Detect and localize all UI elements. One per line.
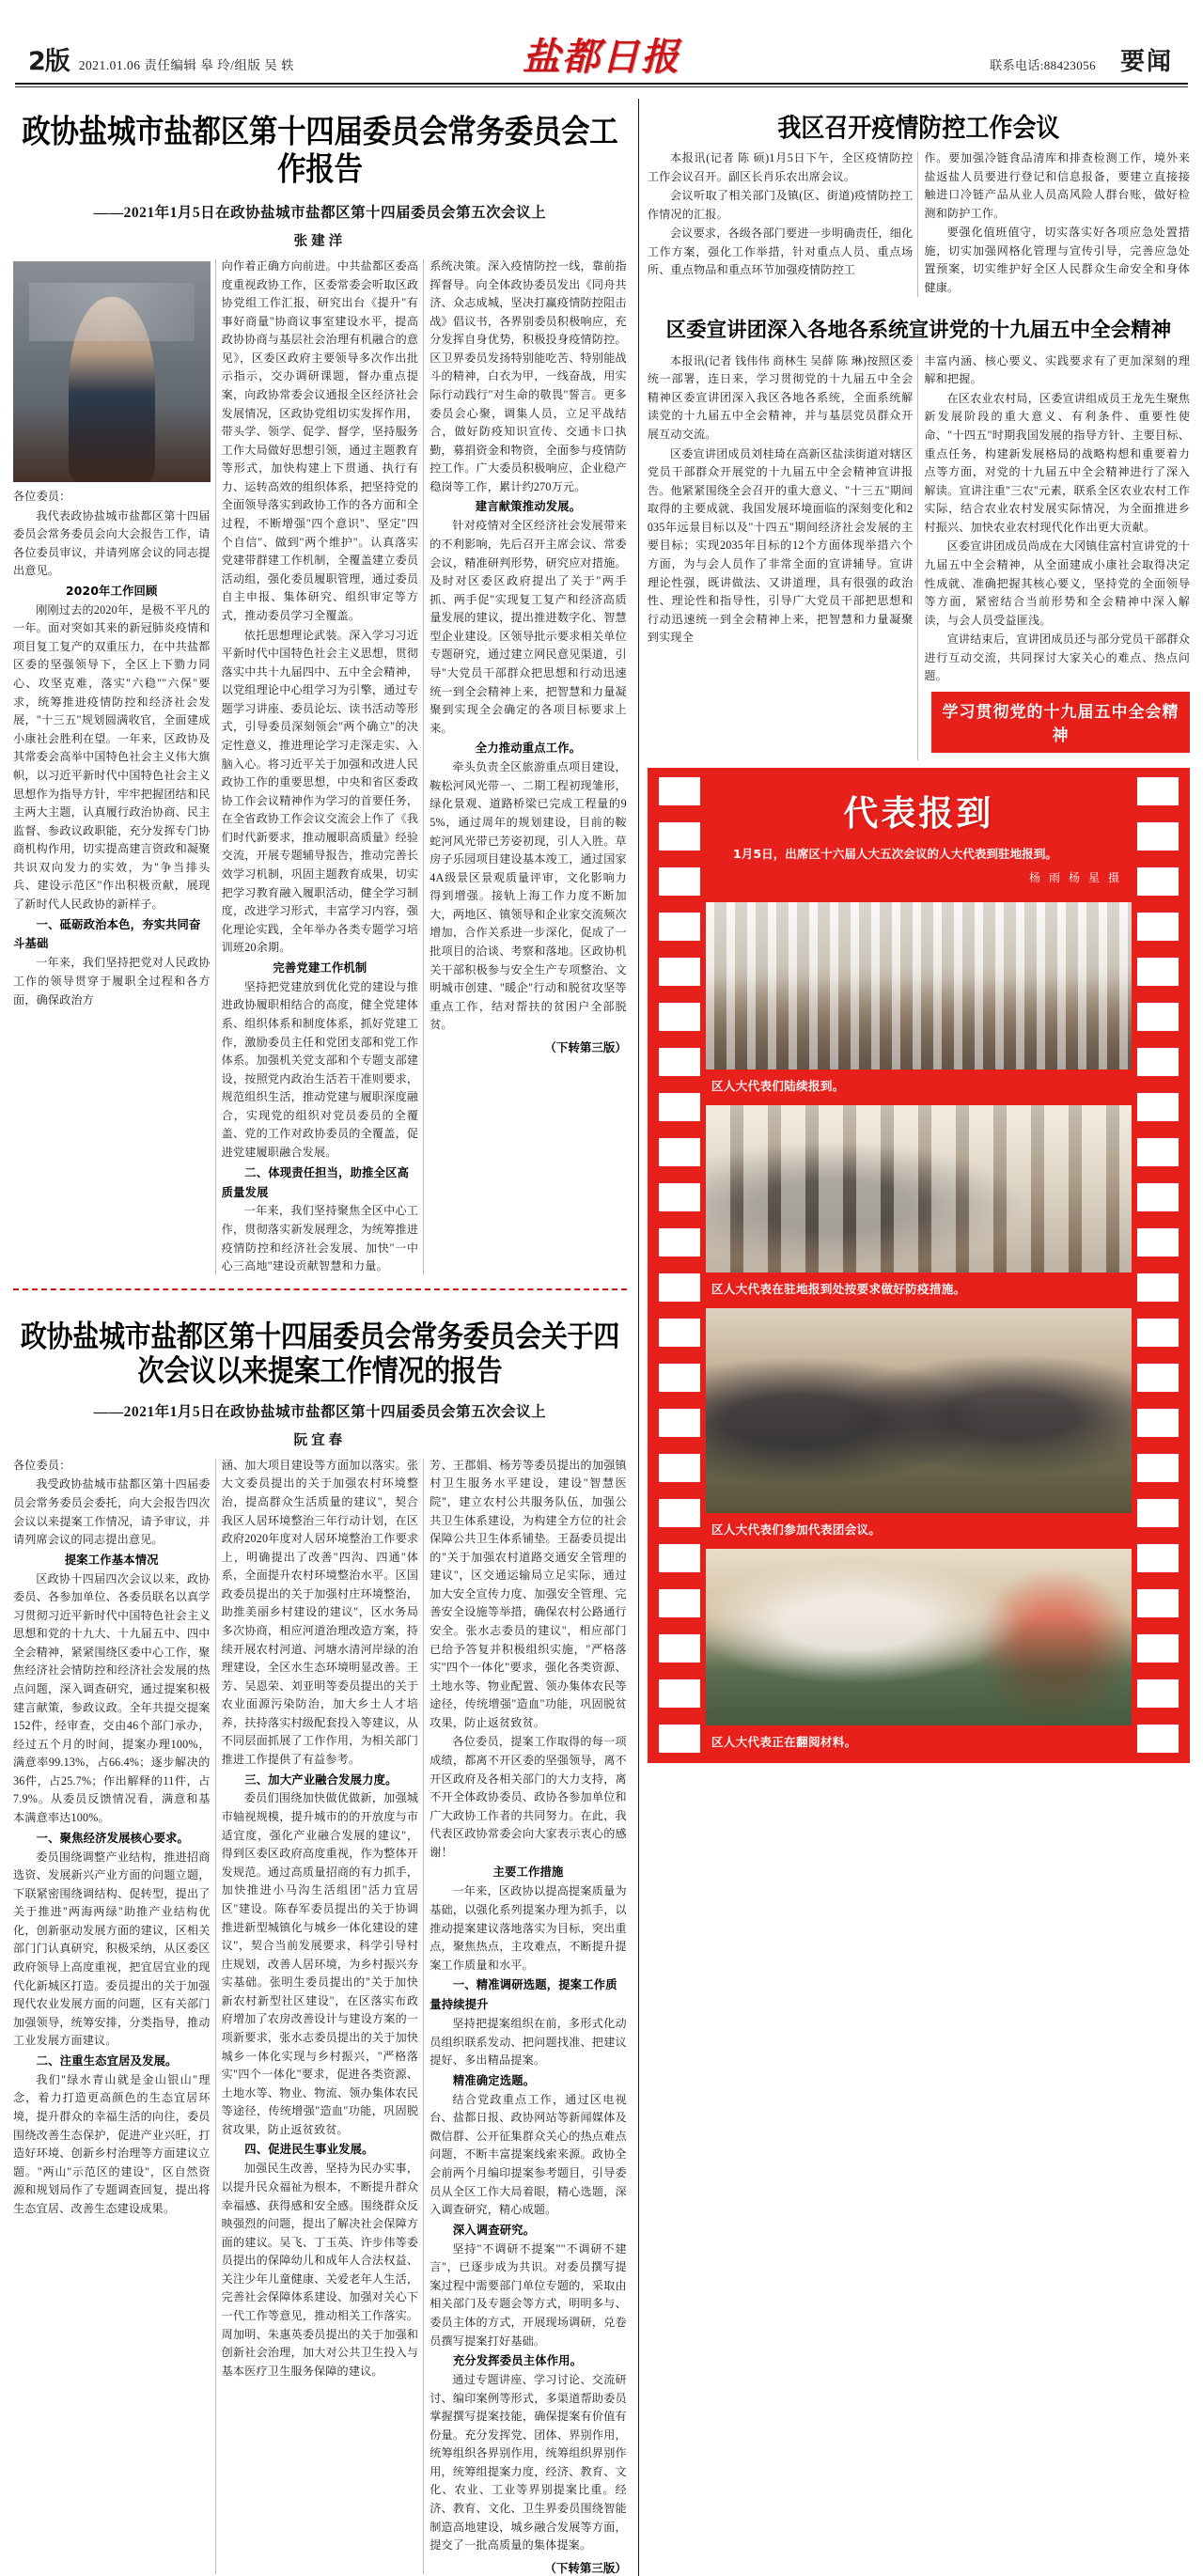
perf-hole xyxy=(1137,958,1179,986)
perf-hole xyxy=(1137,1589,1179,1617)
article2-c2-h1: 三、加大产业融合发展力度。 xyxy=(244,1772,398,1787)
article2-c3-p5: 结合党政重点工作，通过区电视台、盐都日报、政协网站等新闻媒体及微信群、公开征集群众关心的热点难点问题，不断丰富提案线索来源。政协全会前两个月编印提案参考题目，引导委员从全区工作大局着眼，精心选题，深入调查研究，精心成题。 xyxy=(430,2092,627,2217)
article1-headline: 政协盐城市盐都区第十四届委员会常务委员会工作报告 xyxy=(22,114,618,189)
perf-hole xyxy=(659,867,700,896)
article2-c3-p3: 一年来，区政协以提高提案质量为基础，以强化系列提案办理为抓手，以推动提案建议落地落实为目标，突出重点，聚焦热点，主攻难点，不断提升提案工作质量和水平。 xyxy=(430,1884,627,1972)
perf-hole xyxy=(1137,1138,1179,1166)
perf-hole xyxy=(659,1138,700,1166)
perf-hole xyxy=(659,1183,700,1211)
article1-col3 xyxy=(430,258,627,1277)
news1-c2-p2: 要强化值班值守，切实落实好各项应急处置措施，切实加强网格化管理与宣传引导，完善应急处置预案，切实维护好全区人民群众生命安全和身体健康。 xyxy=(924,226,1190,295)
article2-col3 xyxy=(430,1457,627,2576)
perf-hole xyxy=(1137,1319,1179,1347)
article2-c2-p1: 涵、加大项目建设等方面加以落实。张大文委员提出的关于加强农村环境整治，提高群众生活质量的建议"，契合我区人居环境整治三年行动计划，在区政府2020年度对人居环境整治工作要求上，明确提出了改善"四沟、四通"体系，全面提升农村环境整治水平。区国政委员提出的关于加强村庄环境整治，助推美丽乡村建设的建议"，区水务局多次协商，相应河道治理改造方案，持续开展农村河道、河塘水清河岸绿的治理建设，全区水生态环境明显改善。王芳、吴恩荣、刘亚明等委员提出的关于农业面源污染防治，加大乡土人才培养，扶持落实村级配套投入等建议，从不同层面抓展了工作作用，为相关部门推进工作提供了有益参考。 xyxy=(221,1458,419,1767)
article2-c2-p2: 委员们围绕加快做优做新，加强城市轴视规模，提升城市的的开放度与市适宜度，强化产业融合发展的建议"，得到区委区政府高度重视，作为整体开发规范。通过高质量招商的有力抓手，加快推进小马沟生活组团"活力宜居区"建设。陈春军委员提出的关于协调推进新型城镇化与城乡一体化建设的建议"，契合当前发展要求，科学引导村庄规划，改善人居环境，为乡村振兴夯实基础。张明生委员提出的"关于加快新农村新型社区建设"，在区落实布政府增加了农房改善设计与建设方案的一项新要求，张水志委员提出的关于加快城乡一体化实现与乡村振兴，"严格落实"四个一体化"要求，促进各类资源、土地水等、物业、物流、领办集体农民等途径，传统增强"造血"功能，巩固脱贫攻果，防止返贫致贫。 xyxy=(221,1791,419,2136)
perf-hole xyxy=(1137,913,1179,941)
news1-c2-p1: 作。要加强冷链食品清库和排查检测工作，境外来盐返盐人员要进行登记和信息报备，要建立直接接触进口冷链产品从业人员高风险人群台账，做好检测和防护工作。 xyxy=(924,151,1190,220)
article2-c3-p2: 各位委员，提案工作取得的每一项成绩，都离不开区委的坚强领导，离不开区政府及各相关部门的大力支持，离不开全体政协委员、政协各参加单位和广大政协工作者的共同努力。在此，我代表区政协常委会向大家表示衷心的感谢！ xyxy=(430,1735,627,1859)
article1-col2 xyxy=(222,258,419,1277)
news2-p1: 本报讯(记者 钱伟伟 商林生 吴薛 陈 琳)按照区委统一部署，连日来，学习贯彻党的十九届五中全会精神区委宣讲团深入我区各地各系统，全面系统解读党的十九届五中全会精神，并与基层党员群众开展互动交流。 xyxy=(647,353,914,441)
news-epidemic-meeting xyxy=(648,95,1190,299)
masthead xyxy=(13,0,1190,83)
article1-col1 xyxy=(13,258,211,1277)
article1-c2-p4: 一年来，我们坚持聚焦全区中心工作，贯彻落实新发展理念，为统筹推进疫情防控和经济社会发展、加快"一中心三高地"建设贡献智慧和力量。 xyxy=(221,1204,419,1273)
article1-columns xyxy=(13,258,627,1277)
article-proposal-work xyxy=(13,1300,627,2576)
perf-hole xyxy=(1137,1679,1179,1708)
news2-col2 xyxy=(924,352,1190,762)
perf-hole xyxy=(1137,1634,1179,1663)
perf-hole xyxy=(659,958,700,986)
photo-3-caption: 区人大代表们参加代表团会议。 xyxy=(711,1522,882,1537)
column-divider xyxy=(638,99,639,2576)
article-divider xyxy=(13,1288,627,1290)
right-column xyxy=(648,95,1190,2576)
photo-1 xyxy=(706,902,1132,1069)
article1-c2-h1: 完善党建工作机制 xyxy=(273,960,367,975)
perf-hole xyxy=(1137,1048,1179,1076)
perf-hole xyxy=(659,1725,700,1753)
perf-hole xyxy=(1137,1273,1179,1302)
news2-c2-p1: 丰富内涵、核心要义、实践要求有了更加深刻的理解和把握。 xyxy=(924,353,1190,386)
perf-hole xyxy=(1137,777,1179,805)
photo-package-lead: 1月5日，出席区十六届人大五次会议的人大代表到驻地报到。 xyxy=(733,847,1057,862)
photo-2 xyxy=(706,1105,1132,1272)
photo-credit: 杨 雨 杨 星 摄 xyxy=(1028,870,1122,884)
perf-hole xyxy=(659,1589,700,1617)
perf-hole xyxy=(659,1634,700,1663)
perf-hole xyxy=(1137,1003,1179,1031)
masthead-rule xyxy=(15,83,1188,85)
article1-heading-2020: 2020年工作回顾 xyxy=(66,584,158,598)
article2-columns xyxy=(13,1457,627,2576)
perf-hole xyxy=(1137,1725,1179,1753)
perf-hole xyxy=(659,822,700,851)
perf-hole xyxy=(659,1679,700,1708)
article1-c3-p2: 针对疫情对全区经济社会发展带来的不利影响，先后召开主席会议、常委会议，精准研判形势，研究应对措施。及时对区委区政府提出了关于"两手抓、两手促"实现复工复产和经济高质量发展的建议，提出推进数字化、智慧型企业建设。区领导批示要求相关单位专题研究，通过建立网民意见渠道，引导"大党员干部群众把思想和行动迅速统一到全会精神上来，把智慧和力量凝聚到实现全会确定的各项目标要求上来。 xyxy=(430,519,627,735)
perf-hole xyxy=(659,1499,700,1527)
article2-c3-h2: 一、精准调研选题，提案工作质量持续提升 xyxy=(430,1978,617,2012)
article2-c3-p4: 坚持把提案组织在前，多形式化动员组织联系发动、把问题找准、把建议提好、多出精品提案。 xyxy=(430,2017,627,2068)
news1-columns xyxy=(648,149,1190,299)
newspaper-logo: 盐都日报 xyxy=(523,35,680,79)
perf-hole xyxy=(1137,1499,1179,1527)
news2-c2-p4: 宣讲结束后，宣讲团成员还与部分党员干部群众进行互动交流，共同探讨大家关心的难点、热点问题。 xyxy=(924,632,1190,683)
article2-c2-h2: 四、促进民生事业发展。 xyxy=(244,2143,374,2157)
article2-salutation: 各位委员： xyxy=(13,1458,71,1472)
perf-hole xyxy=(659,1319,700,1347)
perf-hole xyxy=(1137,1409,1179,1437)
article1-c2-h2: 二、体现责任担当，助推全区高质量发展 xyxy=(221,1165,410,1199)
article1-c2-p3: 坚持把党建放到优化党的建设与推进政协履职相结合的高度，健全党建体系、组织体系和制度体系，抓好党建工作，激励委员主任和党团支部和党工作体系。加强机关党支部和个专题支部建设，按照党内政治生活若干准则要求，规范组织生活，推动党建与履职深度融合，实现党的组织对党员委员的全覆盖、党的工作对政协委员的全覆盖，促进党建履职融合发展。 xyxy=(221,979,419,1160)
article2-h2: 一、聚焦经济发展核心要求。 xyxy=(36,1831,190,1845)
perf-hole xyxy=(659,1273,700,1302)
perf-hole xyxy=(1137,1228,1179,1257)
photo-3 xyxy=(706,1308,1132,1513)
article2-headline: 政协盐城市盐都区第十四届委员会常务委员会关于四次会议以来提案工作情况的报告 xyxy=(20,1318,619,1388)
article2-continuation: （下转第三版） xyxy=(544,2560,627,2575)
article1-c2-p2: 依托思想理论武装。深入学习习近平新时代中国特色社会主义思想，贯彻落实中共十九届四中、五中全会精神，以党组理论中心组学习为引擎，通过专题学习讲座、委员论坛、读书活动等形式，引导委员深刻领会"两个确立"的决定性意义，推进理论学习走深走实、入脑入心。将习近平关于加强和改进人民政协工作的重要思想，中央和省区委政协工作会议精神作为学习的首要任务，在全省政协工作会议交流会上作了《我们时代新要求，推动履职高质量》经验交流，开展专题辅导报告，推动完善长效学习机制，巩固主题教育成果，切实把学习教育融入履职活动，健全学习制度，改进学习形式，丰富学习内容，强化理论实践，全年举办各类专题学习培训班20余期。 xyxy=(221,628,419,955)
news1-p3: 会议要求，各级各部门要进一步明确责任，细化工作方案，强化工作举措，针对重点人员、重点场所、重点物品和重点环节加强疫情防控工 xyxy=(647,226,914,277)
article1-p1: 我代表政协盐城市盐都区第十四届委员会常务委员会向大会报告工作，请各位委员审议，并请列席会议的同志提出意见。 xyxy=(13,508,211,578)
perf-hole xyxy=(659,1228,700,1257)
article1-p3: 一年来，我们坚持把党对人民政协工作的领导贯穿于履职全过程和各方面，确保政治方 xyxy=(13,956,211,1007)
article1-byline: 张建洋 xyxy=(293,233,347,249)
film-perforations-left xyxy=(659,777,700,1754)
perf-hole xyxy=(1137,1364,1179,1392)
news1-col2 xyxy=(924,149,1190,299)
perf-hole xyxy=(659,777,700,805)
article2-c3-p1: 芳、王郡娟、杨芳等委员提出的加强镇村卫生服务水平建设，建设"智慧医院"，建立农村公共服务队伍，加强公共卫生体系建设，为构建全方位的社会保障公共卫生体系铺垫。王磊委员提出的"关于加强农村道路交通安全管理的建议"，区交通运输局立足实际，通过加大安全宣传力度、加强安全管理、完善安全设施等举措，确保农村公路通行安全。张水志委员的建议"，相应部门已给予答复并积极组织实施，"严格落实"四个一体化"要求，强化各类资源、土地水等、物业配置、领办集体农民等途径，传统增强"造血"功能，巩固脱贫攻果，防止返贫致贫。 xyxy=(430,1458,627,1729)
news1-p1: 本报讯(记者 陈 硕)1月5日下午，全区疫情防控工作会议召开。副区长肖乐农出席会议。 xyxy=(647,151,914,183)
perf-hole xyxy=(1137,1544,1179,1572)
contact-phone: 联系电话:88423056 xyxy=(990,58,1096,72)
article1-c3-p1: 系统决策。深入疫情防控一线，靠前指挥督导。向全体政协委员发出《同舟共济、众志成城，坚决打赢疫情防控阻击战》倡议书，各界别委员积极响应，充分发挥自身优势，积极投身疫情防控。区卫界委员发扬特别能吃苦、特别能战斗的精神，白衣为甲，一线奋战，用实际行动践行"对生命的敬畏"誓言。更多委员会心聚，调集人员，立足平战结合，做好防疫知识宣传、交通卡口执勤，募捐资金和物资，全面参与疫情防控工作。广大委员积极响应，企业稳产稳岗等工作，累计约270万元。 xyxy=(430,258,627,493)
article1-continuation: （下转第三版） xyxy=(544,1039,627,1054)
left-column xyxy=(13,95,638,2576)
article2-col1 xyxy=(13,1457,211,2576)
article1-heading-1: 一、砥砺政治本色，夯实共同奋斗基础 xyxy=(13,917,201,951)
news1-col1 xyxy=(648,149,914,299)
section-title: 要闻 xyxy=(1119,48,1173,76)
film-perforations-right xyxy=(1137,777,1179,1754)
article1-p2: 刚刚过去的2020年，是极不平凡的一年。面对突如其来的新冠肺炎疫情和项目复工复产的双重压力，在中共盐都区委的坚强领导下，全区上下勠力同心、攻坚克难，落实"六稳""六保"要求，统筹推进疫情防控和经济社会发展，"十三五"规划圆满收官，全面建成小康社会胜利在望。一年来，区政协及其常委会高举中国特色社会主义伟大旗帜，以习近平新时代中国特色社会主义思想作为指导方针，牢牢把握团结和民主两大主题，认真履行政治协商、民主监督、参政议政职能，充分发挥专门协商机构作用，切实提高建言资政和凝聚共识双向发力的实效，为"争当排头兵、建设示范区"作出积极贡献，展现了新时代人民政协的新样子。 xyxy=(13,602,211,911)
article1-c3-h1: 建言献策推动发展。 xyxy=(475,500,582,514)
article2-c3-h1: 主要工作措施 xyxy=(492,1866,564,1880)
photo-4-caption: 区人大代表正在翻阅材料。 xyxy=(711,1734,857,1749)
article2-byline: 阮宜春 xyxy=(293,1432,347,1448)
perf-hole xyxy=(659,1003,700,1031)
photo-package-title: 代表报到 xyxy=(843,793,994,835)
date-and-editor: 2021.01.06 责任编辑 皋 玲/组版 吴 轶 xyxy=(78,58,295,72)
article1-salutation: 各位委员： xyxy=(13,489,71,503)
perf-hole xyxy=(659,1454,700,1482)
photo-2-caption: 区人大代表在驻地报到处按要求做好防疫措施。 xyxy=(711,1281,966,1296)
article2-h3: 二、注重生态宜居及发展。 xyxy=(36,2053,178,2068)
news1-headline: 我区召开疫情防控工作会议 xyxy=(777,112,1060,143)
article2-col2 xyxy=(222,1457,419,2576)
page-number: 2版 xyxy=(28,47,70,76)
article2-p1: 我受政协盐城市盐都区第十四届委员会常务委员会委托，向大会报告四次会议以来提案工作情况，请予审议，并请列席会议的同志提出意见。 xyxy=(13,1477,211,1547)
page-body xyxy=(13,87,1190,2576)
article-report-work xyxy=(13,95,627,1277)
article1-c2-p1: 向作着正确方向前进。中共盐都区委高度重视政协工作，区委常委会听取区政协党组工作汇报，研究出台《提升"有事好商量"协商议事室建设水平，提高政协协商与基层社会治理有机融合的意见》，区委区政府主要领导多次作出批示指示，交办调研课题，督办重点提案，向政协常委会议通报全区经济社会发展情况，区政协党组切实发挥作用，带头学、领学、促学、督学，坚持服务工作大局做好思想引领，通过主题教育等形式，加快构建上下贯通、执行有力、运转高效的组织体系，把坚持党的全面领导落实到政协工作的各方面和全过程，不断增强"四个意识"、坚定"四个自信"、做到"两个维护"。认真落实党建带群建工作机制，全覆盖建立委员活动组，强化委员履职管理，通过委员自主申报、集体研究、组织审定等方式，推动委员学习全覆盖。 xyxy=(221,258,419,622)
article2-c3-h3: 精准确定选题。 xyxy=(452,2073,536,2087)
photo-backdrop xyxy=(29,283,195,340)
article2-c3-h4: 深入调查研究。 xyxy=(452,2223,536,2237)
photo-package-filmstrip xyxy=(648,768,1190,1763)
portrait-photo xyxy=(13,261,211,482)
article2-c3-h5: 充分发挥委员主体作用。 xyxy=(452,2354,583,2368)
perf-hole xyxy=(659,1409,700,1437)
perf-hole xyxy=(1137,822,1179,851)
news2-c2-p3: 区委宣讲团成员尚成在大冈镇佳富村宣讲党的十九届五中全会精神，从全面建成小康社会取得决定性成就、准确把握其核心要义，坚持党的全面领导等方面，紧密结合当前形势和全会精神中深入解读，与会人员受益匪浅。 xyxy=(924,539,1190,627)
perf-hole xyxy=(1137,867,1179,896)
news2-c2-p2: 在区农业农村局，区委宣讲组成员王龙先生聚焦新发展阶段的重大意义、有利条件、重要性使命、"十四五"时期我国发展的指导方针、主要目标、重点任务，构建新发展格局的战略构想和重要着力点等方面，对党的十九届五中全会精神进行了深入解读。宣讲注重"三农"元素，联系全区农业农村工作实际，结合农业农村发展实际情况，为全面推进乡村振兴、加快农业农村现代化作出更大贡献。 xyxy=(924,391,1190,534)
filmstrip-content xyxy=(648,777,1190,1754)
perf-hole xyxy=(659,1544,700,1572)
photo-1-caption: 区人大代表们陆续报到。 xyxy=(711,1078,845,1093)
article2-p2: 区政协十四届四次会议以来，政协委员、各参加单位、各委员联名以真学习贯彻习近平新时代中国特色社会主义思想和党的十九大、十九届五中、四中全会精神，紧紧围绕区委中心工作，聚焦经济社会情防控和经济社会发展的热点问题，深入调查研究，通过提案积极建言献策，参政议政。全年共提交提案152件，经审查，交由46个部门承办，经过五个月的时间，提案办理100%，满意率99.13%，占66.4%；逐步解决的36件，占25.7%；作出解释的11件，占7.9%。从委员反馈情况看，满意和基本满意率达100%。 xyxy=(13,1571,211,1825)
news1-p2: 会议听取了相关部门及镇(区、街道)疫情防控工作情况的汇报。 xyxy=(647,189,914,221)
perf-hole xyxy=(659,913,700,941)
article2-c2-p3: 加强民生改善，坚持为民办实事，以提升民众福祉为根本，不断提升群众幸福感、获得感和安全感。围绕群众反映强烈的问题，提出了解决社会保障方面的建议。吴飞、丁玉英、许步伟等委员提出的保障幼儿和成年人合法权益、关注少年儿童健康、关爱老年人生活，完善社会保障体系建设、加强对关心下一代工作等意见，推动相关工作落实。周加明、朱惠英委员提出的关于加强和创新社会治理，加大对公共卫生投入与基本医疗卫生服务保障的建议。 xyxy=(221,2162,419,2378)
article1-c3-h2: 全力推动重点工作。 xyxy=(475,742,582,756)
masthead-left xyxy=(13,40,294,77)
slogan-banner: 学习贯彻党的十九届五中全会精神 xyxy=(931,692,1190,753)
article2-h1: 提案工作基本情况 xyxy=(64,1553,159,1567)
article2-p3: 委员围绕调整产业结构，推进招商选资、发展新兴产业方面的问题立题，下联紧密围绕调结构、促转型，提出了关于推进"两海两绿"助推产业结构优化，创新驱动发展方面的建议，区相关部门门认真研究，积极采纳，从区委区政府领导上高度重视，把宜居宜业的现代化新城区打造。委员提出的关于加强现代农业发展方面的问题，区有关部门加强领导，统筹安排，分类指导，推动工业发展方面建议。 xyxy=(13,1850,211,2048)
perf-hole xyxy=(1137,1093,1179,1121)
perf-hole xyxy=(1137,1454,1179,1482)
article2-c3-p7: 通过专题讲座、学习讨论、交流研讨、编印案例等形式，多渠道帮助委员掌握撰写提案技能，确保提案有价值有份量。充分发挥党、团体、界别作用，统筹组织各界别作用，统筹组织界别作用，统筹组提案力度，经济、教育、文化、农业、工业等界别提案比重。经济、教育、文化、卫生界委员围绕智能制造高地建设，城乡融合发展等方面，提交了一批高质量的集体提案。 xyxy=(430,2372,627,2553)
news-propaganda-team xyxy=(648,299,1190,762)
news2-p2: 区委宣讲团成员刘桂琦在高新区盐渎街道对辖区党员干部群众开展党的十九届五中全会精神宣讲报告。他紧紧围绕全会召开的重大意义、"十三五"期间取得的主要成就、我国发展环境面临的深刻变化和2035年远景目标以及"十四五"期间经济社会发展的主要目标；实现2035年目标的12个方面体现举措六个方面，为与会人员作了非常全面的宣讲辅导。宣讲理论性强，既讲做法、又讲道理，具有很强的政治性、理论性和指导性，引导广大党员干部把思想和行动迅速统一到全会精神上来，把智慧和力量凝聚到实现全 xyxy=(647,446,914,645)
news2-col1 xyxy=(648,352,914,762)
article1-c3-p3: 牵头负责全区旅游重点项目建设，鞍松河风光带一、二期工程初现雏形，绿化景观、道路桥梁已完成工程量的95%，通过周年的规划建设，目前的鞍蛇河风光带已芳姿初现，引人入胜。草房子乐园项目建设基本竣工，通过国家4A级景区景观质量评审，文化影响力得到增强。接轨上海工作力度不断加大，两地区、镇领导和企业家交流频次增加，合作关系进一步深化，促成了一批项目的洽谈、考察和落地。区政协机关干部积极参与安全生产专项整治、文明城市创建、"暖企"行动和脱贫攻坚等重点工作，结对帮扶的贫困户全部脱贫。 xyxy=(430,760,627,1032)
perf-hole xyxy=(659,1048,700,1076)
article2-c3-p6: 坚持"不调研不提案""不调研不建言"，已逐步成为共识。对委员撰写提案过程中需要部门单位专题的，采取由相关部门及专题会等方式，明明多与、委员主体的方式，开展现场调研，兑卷员撰写提案打好基础。 xyxy=(430,2241,627,2348)
photo-4 xyxy=(706,1549,1132,1725)
news2-columns xyxy=(648,352,1190,762)
perf-hole xyxy=(1137,1183,1179,1211)
masthead-right xyxy=(990,42,1190,77)
news2-headline: 区委宣讲团深入各地各系统宣讲党的十九届五中全会精神 xyxy=(665,318,1172,341)
perf-hole xyxy=(659,1364,700,1392)
article2-subhead: ——2021年1月5日在政协盐城市盐都区第十四届委员会第五次会议上 xyxy=(93,1403,547,1420)
article1-subhead: ——2021年1月5日在政协盐城市盐都区第十四届委员会第五次会议上 xyxy=(93,204,547,221)
perf-hole xyxy=(659,1093,700,1121)
article2-p4: 我们"绿水青山就是金山银山"理念，着力打造更高颜色的生态宜居环境，提升群众的幸福生活的向往，委员围绕改善生态保护，促进产业兴旺，打造好环境、创新乡村治理等方面建议立题。"两山"示范区的建设"，区自然资源和规划局作了专题调查回复，提出将生态宜居、改善生态建设成果。 xyxy=(13,2072,211,2215)
